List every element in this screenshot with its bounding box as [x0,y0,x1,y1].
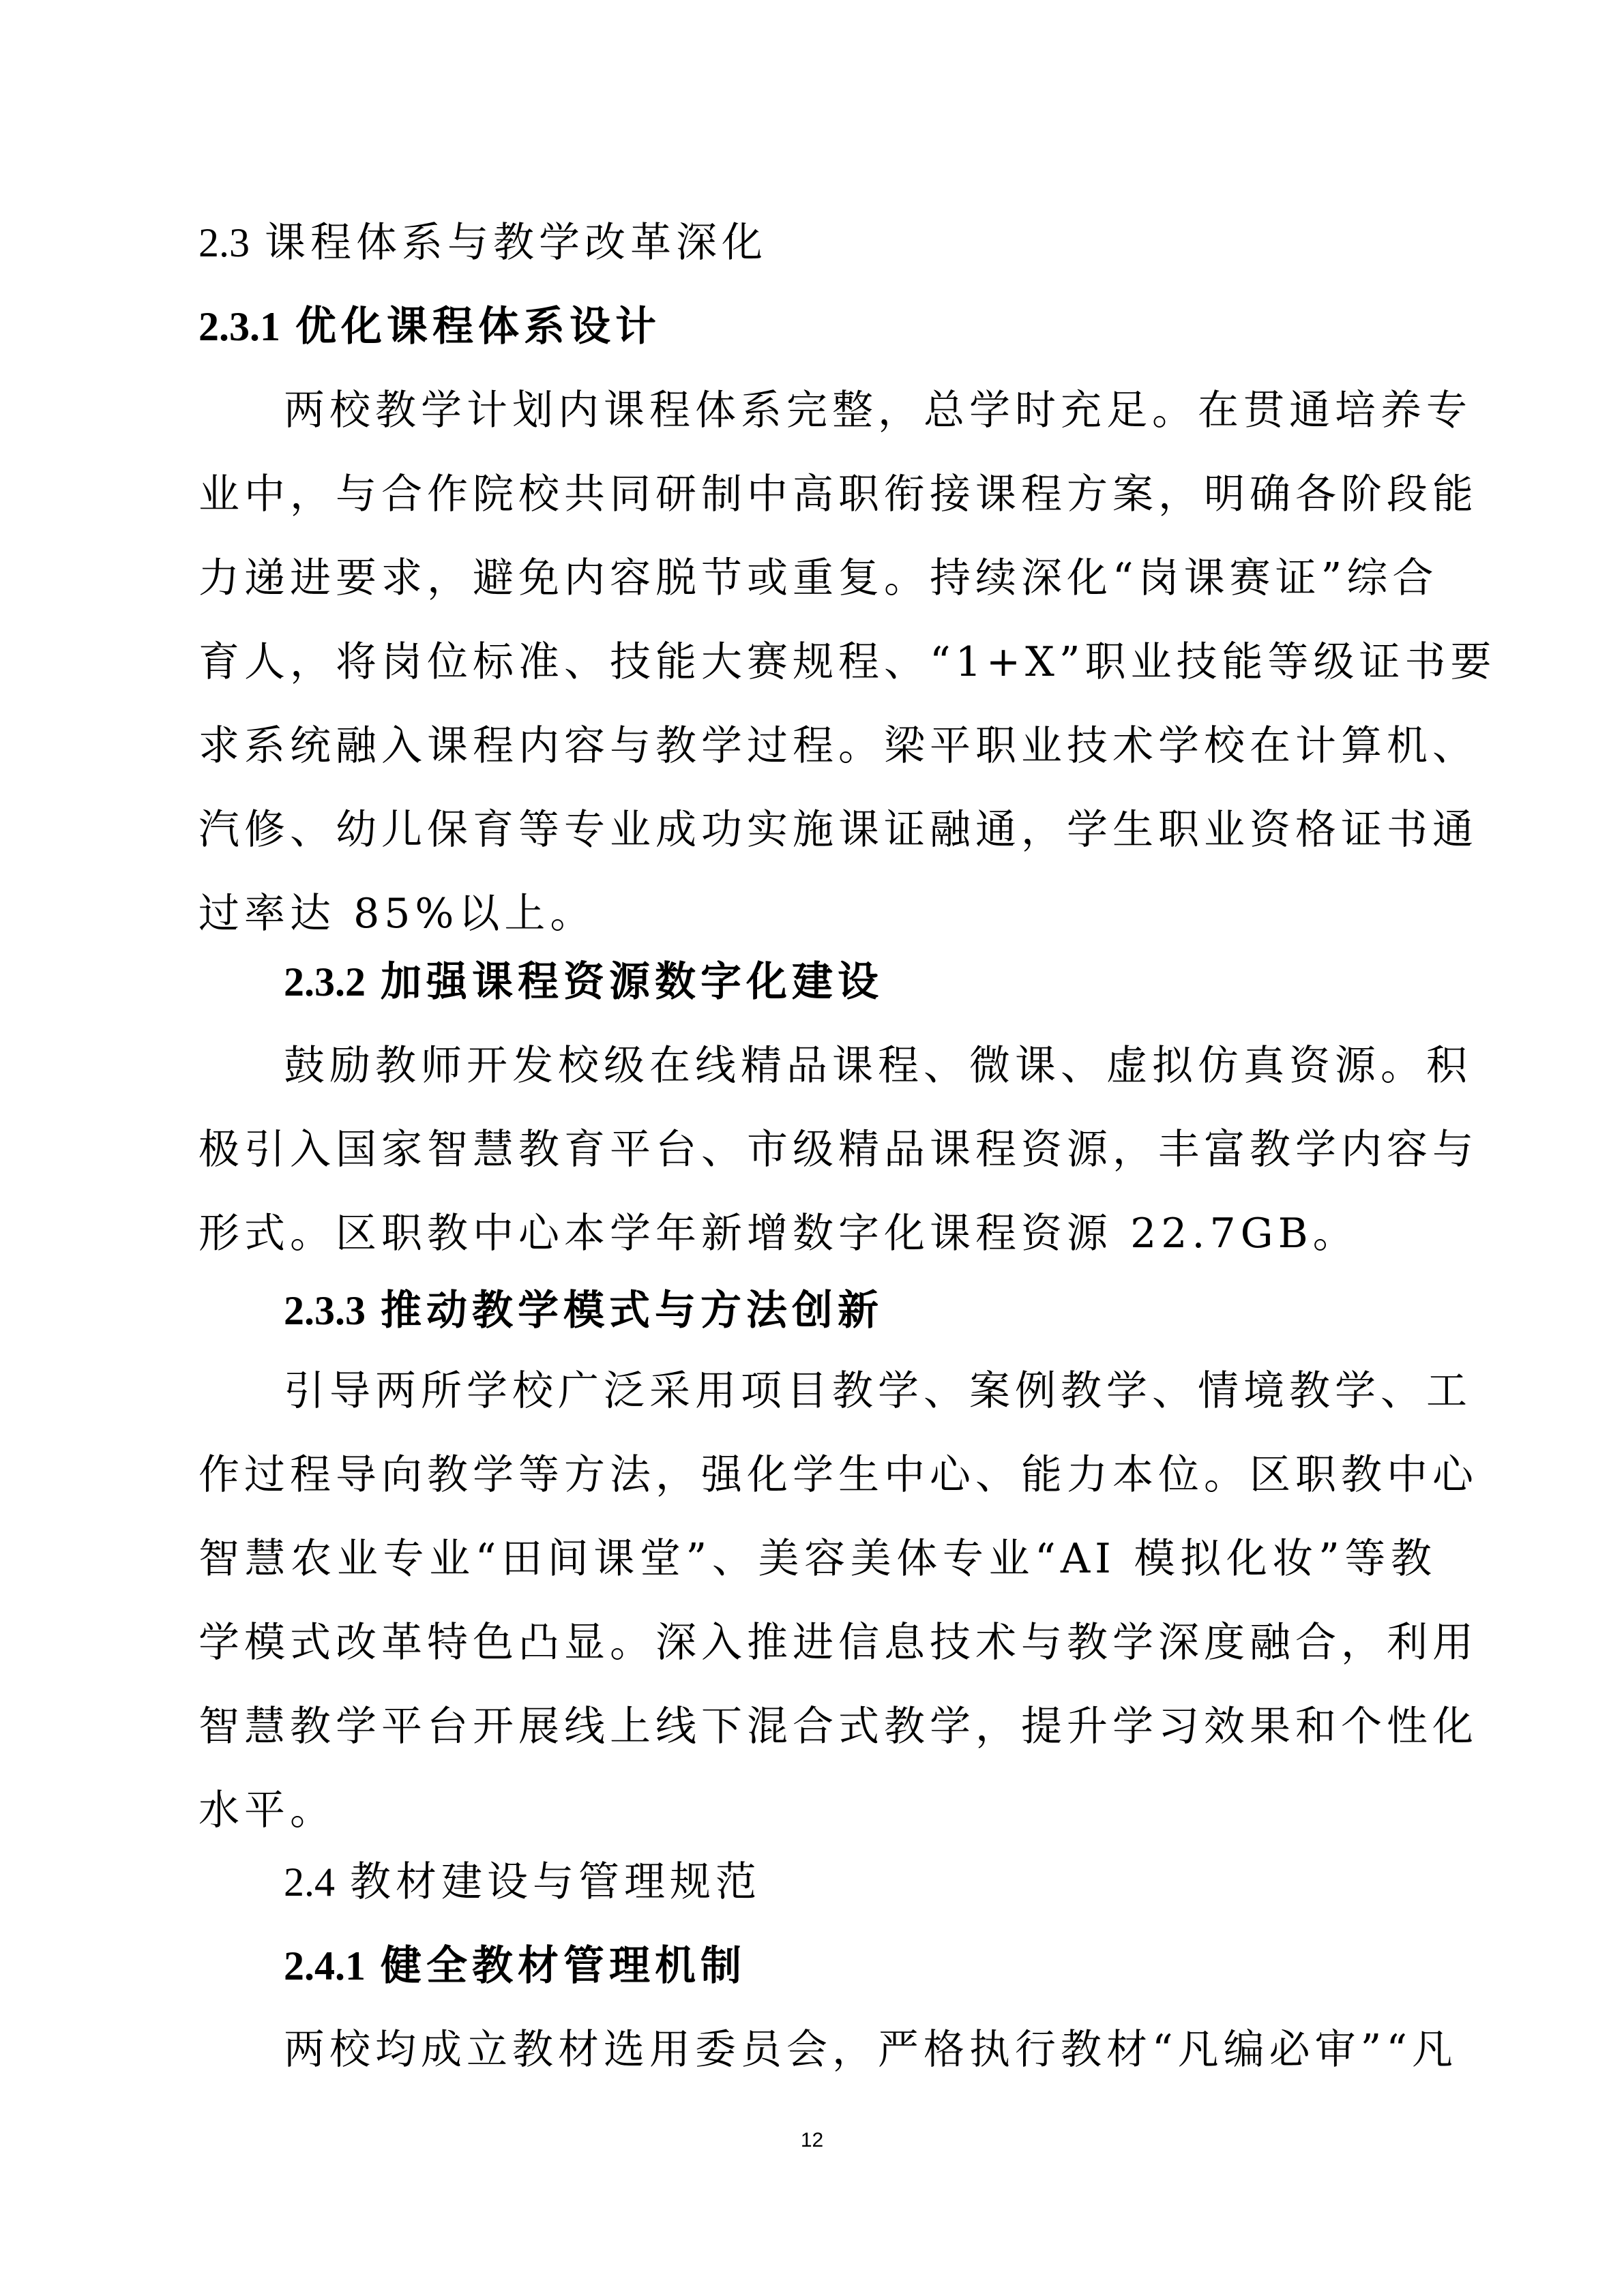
paragraph-line: 育人，将岗位标准、技能大赛规程、“1+X”职业技能等级证书要 [198,638,1496,686]
heading-number: 2.3 [198,220,250,265]
page-number: 12 [800,2129,824,2151]
paragraph-line: 极引入国家智慧教育平台、市级精品课程资源，丰富教学内容与 [198,1126,1478,1174]
paragraph-line: 两校均成立教材选用委员会，严格执行教材“凡编必审”“凡 [284,2026,1458,2074]
paragraph-line: 智慧教学平台开展线上线下混合式教学，提升学习效果和个性化 [198,1703,1478,1750]
heading-number: 2.4 [284,1860,335,1905]
paragraph-line: 智慧农业专业“田间课堂”、美容美体专业“AI 模拟化妆”等教 [198,1535,1436,1583]
section-heading-2-4-1 [284,1939,1436,1993]
section-heading-2-3-3 [284,1283,1436,1338]
section-heading-2-3-2 [284,955,1436,1009]
paragraph-line: 汽修、幼儿保育等专业成功实施课证融通，学生职业资格证书通 [198,806,1478,854]
paragraph-line: 学模式改革特色凸显。深入推进信息技术与教学深度融合，利用 [198,1619,1478,1667]
paragraph-line: 过率达 85%以上。 [198,890,596,938]
heading-title: 课程体系与教学改革深化 [265,219,767,267]
heading-number: 2.3.1 [198,304,280,349]
paragraph-line: 两校教学计划内课程体系完整，总学时充足。在贯通培养专 [284,387,1472,434]
heading-title: 推动教学模式与方法创新 [381,1287,883,1335]
paragraph-line: 求系统融入课程内容与教学过程。梁平职业技术学校在计算机、 [198,722,1478,770]
paragraph-line: 形式。区职教中心本学年新增数字化课程资源 22.7GB。 [198,1210,1359,1257]
heading-number: 2.3.2 [284,959,366,1004]
section-heading-2-3 [198,215,1436,270]
paragraph-line: 鼓励教师开发校级在线精品课程、微课、虚拟仿真资源。积 [284,1042,1472,1090]
heading-title: 健全教材管理机制 [381,1942,746,1990]
heading-title: 优化课程体系设计 [295,303,661,351]
heading-title: 教材建设与管理规范 [350,1858,761,1906]
paragraph-line: 业中，与合作院校共同研制中高职衔接课程方案，明确各阶段能 [198,471,1478,518]
section-heading-2-3-1 [198,299,1436,354]
paragraph-line: 力递进要求，避免内容脱节或重复。持续深化“岗课赛证”综合 [198,554,1438,602]
heading-number: 2.4.1 [284,1943,366,1988]
paragraph-line: 引导两所学校广泛采用项目教学、案例教学、情境教学、工 [284,1367,1472,1415]
paragraph-line: 作过程导向教学等方法，强化学生中心、能力本位。区职教中心 [198,1451,1478,1499]
heading-number: 2.3.3 [284,1288,366,1333]
section-heading-2-4 [284,1855,1436,1909]
heading-title: 加强课程资源数字化建设 [381,958,883,1006]
paragraph-line: 水平。 [198,1787,336,1834]
